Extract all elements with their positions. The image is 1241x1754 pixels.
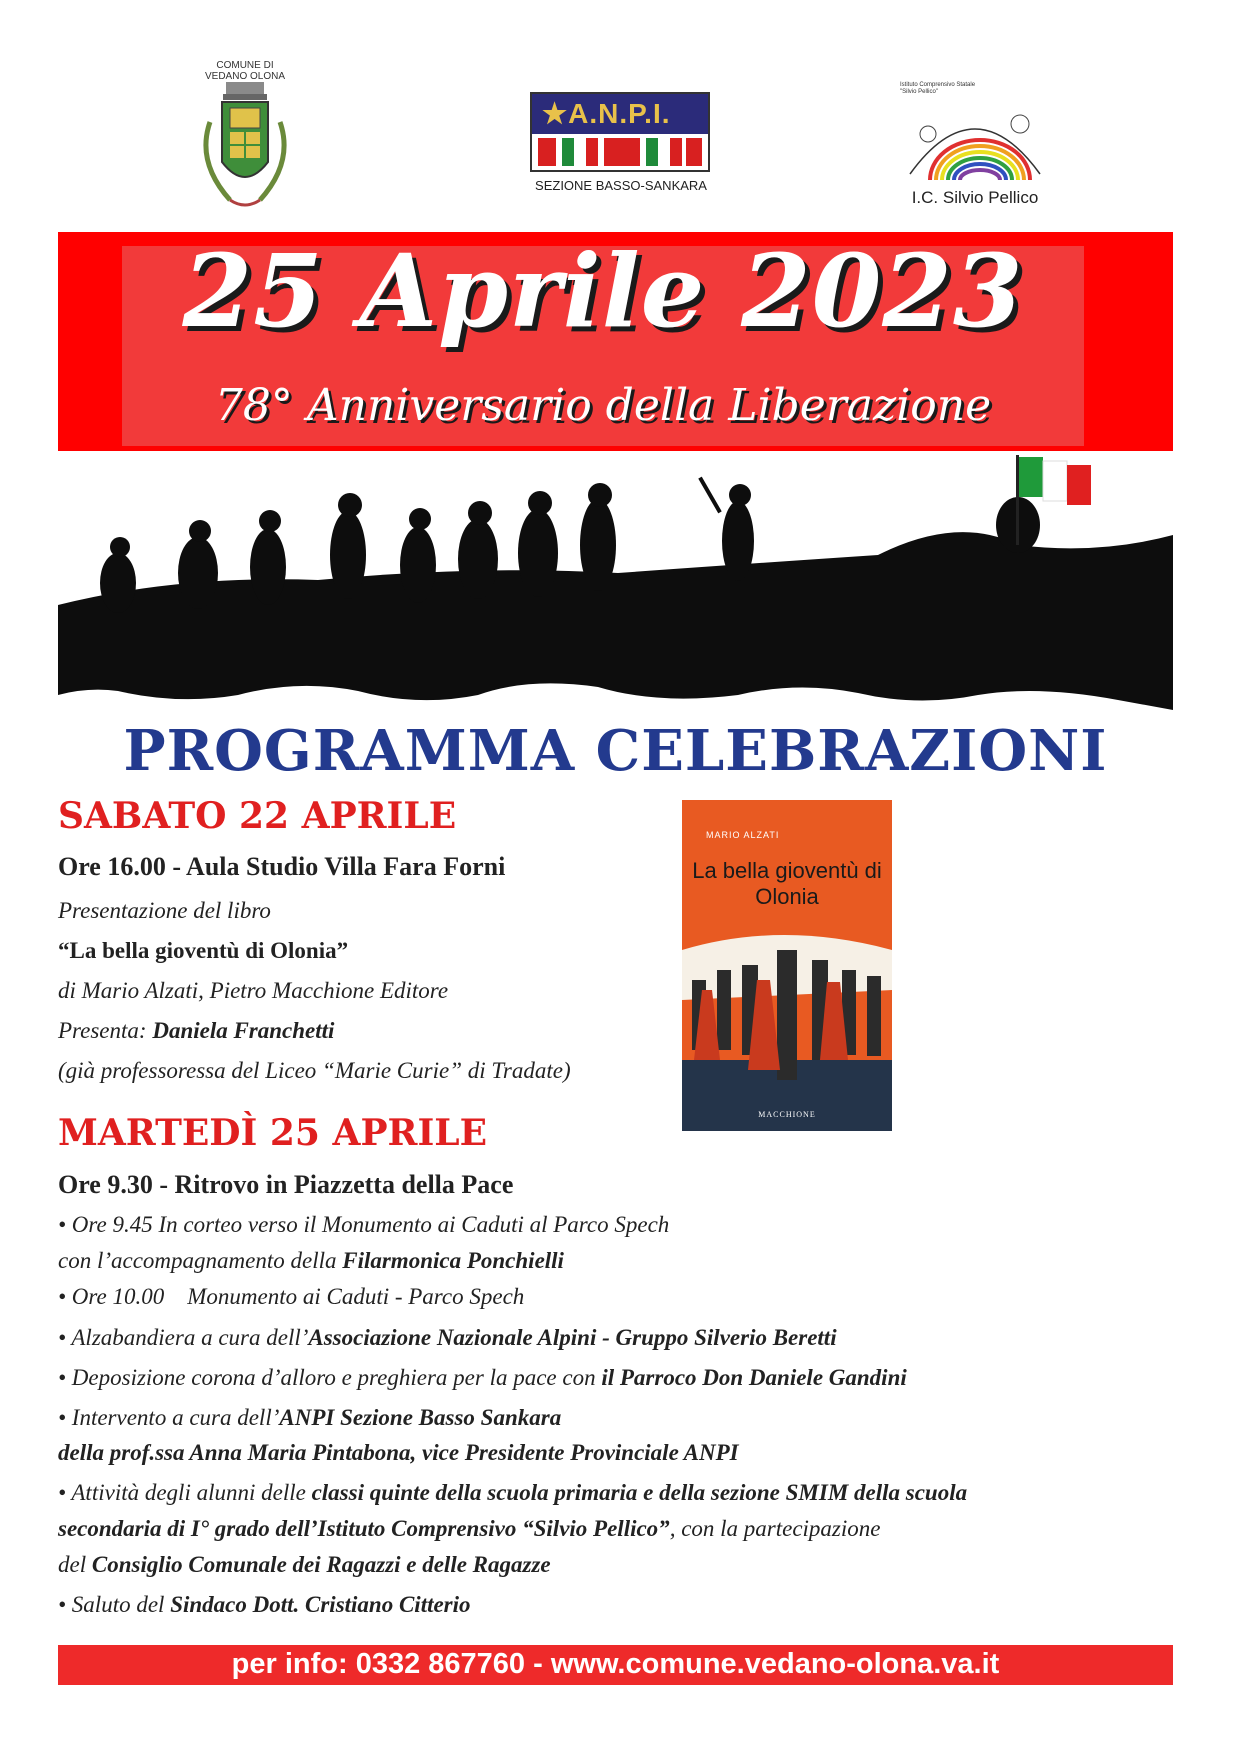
footer-bar: [58, 1645, 1173, 1685]
book-publisher: MACCHIONE: [758, 1110, 816, 1119]
italian-flag-icon: [1019, 457, 1091, 505]
list-item: • Attività degli alunni delle classi quinte della scuola primaria e della sezione SMIM della scuola: [58, 1480, 968, 1505]
list-item: • Intervento a cura dell’ANPI Sezione Basso Sankara: [58, 1405, 562, 1430]
anpi-logo-text: ★A.N.P.I.: [542, 98, 671, 129]
book-cover: [682, 800, 892, 1131]
list-item: • Alzabandiera a cura dell’Associazione Nazionale Alpini - Gruppo Silverio Beretti: [58, 1325, 837, 1350]
page-subtitle: 78° Anniversario della Liberazione: [214, 380, 992, 431]
comune-logo: [190, 60, 300, 220]
list-item: • Ore 10.00 Monumento ai Caduti - Parco Spech: [58, 1284, 525, 1309]
school-small-label: Istituto Comprensivo Statale "Silvio Pellico": [900, 82, 976, 95]
dancers-illustration-icon: [682, 910, 892, 1131]
day1-time-place: Ore 16.00 - Aula Studio Villa Fara Forni: [58, 852, 506, 881]
coat-of-arms-icon: [190, 82, 300, 222]
day1-book-title: “La bella gioventù di Olonia”: [58, 938, 349, 963]
day2-items: [58, 1212, 1173, 1628]
page-title: 25 Aprile 2023: [182, 232, 1024, 350]
partisans-silhouette-illustration: [58, 455, 1173, 715]
day1-line3: di Mario Alzati, Pietro Macchione Editore: [58, 978, 449, 1003]
book-title: La bella gioventù di Olonia: [692, 858, 882, 909]
list-item: • Saluto del Sindaco Dott. Cristiano Citterio: [58, 1592, 471, 1617]
anpi-badge: [530, 92, 710, 172]
anpi-logo: [530, 92, 712, 202]
footer-info: per info: 0332 867760 - www.comune.vedano-olona.va.it: [231, 1648, 1000, 1680]
list-item: • Ore 9.45 In corteo verso il Monumento ai Caduti al Parco Spech: [58, 1212, 670, 1237]
day1-line1: Presentazione del libro: [58, 898, 271, 923]
book-author: MARIO ALZATI: [706, 830, 780, 840]
rainbow-icon: [900, 94, 1050, 186]
list-item: secondaria di I° grado dell’Istituto Comprensivo “Silvio Pellico”, con la partecipazione: [58, 1516, 881, 1541]
school-label: I.C. Silvio Pellico: [911, 188, 1039, 207]
day1-presenta: [58, 1018, 334, 1044]
list-item: del Consiglio Comunale dei Ragazzi e delle Ragazze: [58, 1552, 551, 1577]
comune-label: COMUNE DI VEDANO OLONA: [204, 60, 286, 82]
day2-time-place: Ore 9.30 - Ritrovo in Piazzetta della Pace: [58, 1170, 514, 1199]
presenta-label: Presenta:: [58, 1018, 153, 1043]
day2-heading: MARTEDÌ 25 APRILE: [58, 1112, 488, 1154]
list-item: con l’accompagnamento della Filarmonica Ponchielli: [58, 1248, 564, 1273]
day1-heading: SABATO 22 APRILE: [58, 795, 457, 837]
school-logo: [880, 80, 1070, 210]
presenta-name: Daniela Franchetti: [152, 1018, 335, 1043]
anpi-section-label: SEZIONE BASSO-SANKARA: [535, 178, 707, 193]
programma-title: PROGRAMMA CELEBRAZIONI: [123, 718, 1108, 784]
list-item: • Deposizione corona d’alloro e preghiera per la pace con il Parroco Don Daniele Gandini: [58, 1365, 907, 1390]
list-item: della prof.ssa Anna Maria Pintabona, vice Presidente Provinciale ANPI: [58, 1440, 739, 1465]
day1-line5: (già professoressa del Liceo “Marie Curie” di Tradate): [58, 1058, 571, 1083]
italian-flags-icon: [532, 134, 708, 170]
